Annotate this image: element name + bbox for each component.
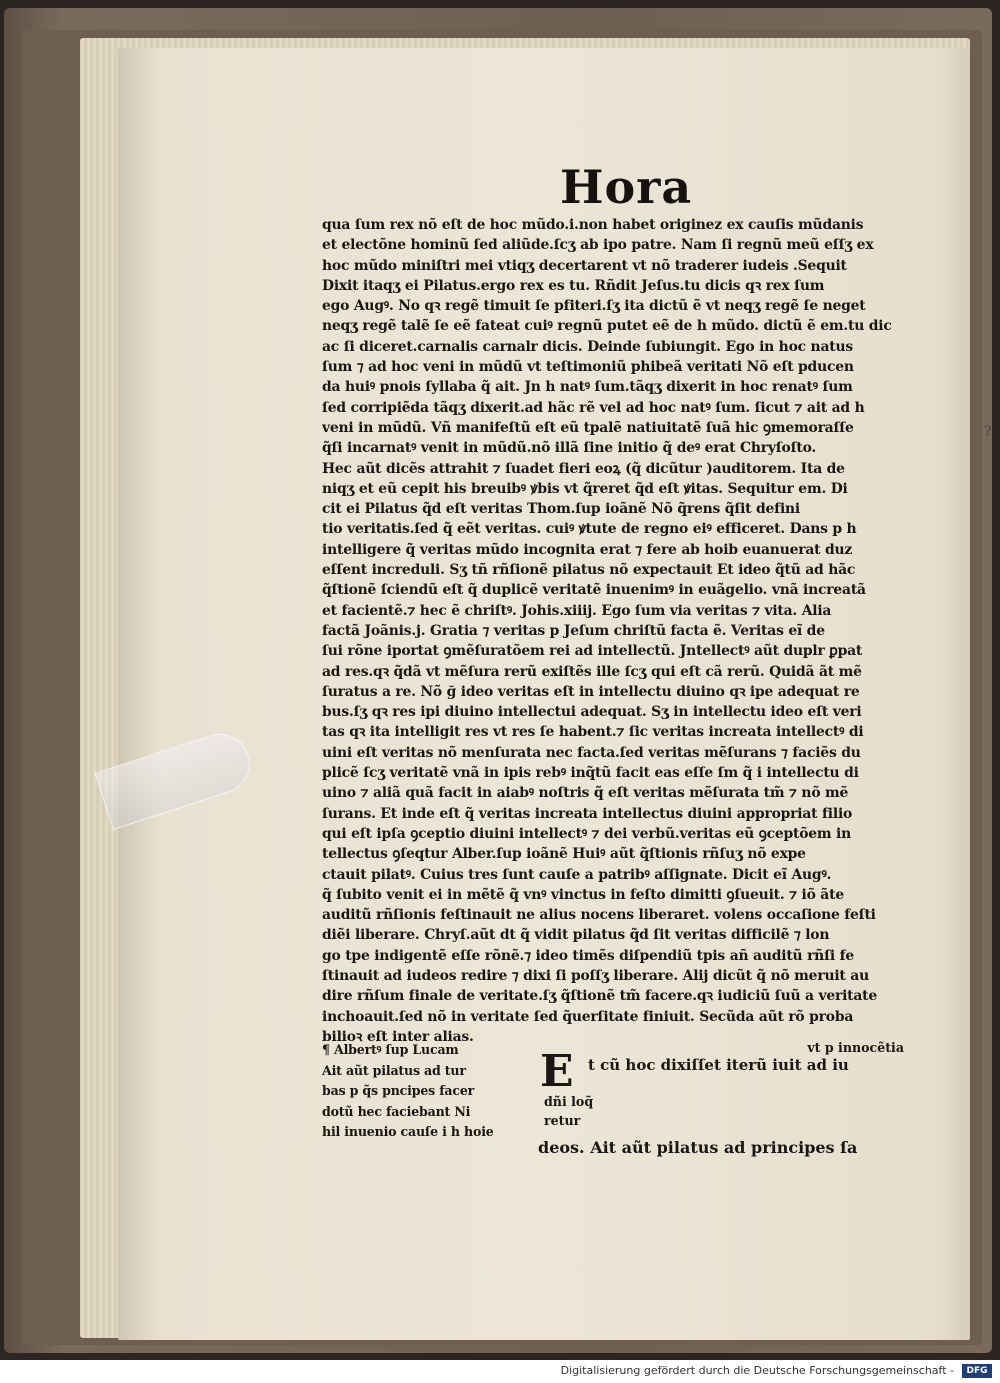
- text-line: factã Joãnis.j. Gratia ⁊ veritas p Jeſum chriſtũ facta ẽ. Veritas eĩ de: [322, 622, 825, 639]
- text-line: uini eſt veritas nõ menſurata nec facta.ſed veritas mẽſurans ⁊ faciẽs du: [322, 744, 861, 761]
- text-line: cit ei Pilatus q̃d eſt veritas Thom.ſup ioãnẽ Nõ q̃rens q̃ſit defini: [322, 501, 801, 518]
- left-column-line: dotũ hec faciebant Ni: [322, 1103, 471, 1119]
- text-line: ctauit pilatꝰ. Cuius tres ſunt cauſe a patribꝰ aſſignate. Dicit eĩ Augꝰ.: [322, 866, 832, 883]
- text-line: ſtinauit ad iudeos redire ⁊ dixi ſi poſſʒ liberare. Alij dicũt q̃ nõ meruit au: [322, 967, 869, 984]
- dfg-logo: DFG: [962, 1364, 992, 1378]
- text-line: q̃ ſubito venit ei in mẽtẽ q̃ vnꝰ vinctus in feſto dimitti ꝯſueuit. ⁊ iõ ãte: [322, 886, 844, 903]
- text-line: tellectus ꝯſeqtur Alber.ſup ioãnẽ Huiꝰ aũt q̃ſtionis rñſuʒ nõ expe: [322, 846, 806, 863]
- text-line: ego Augꝰ. No qꝛ regẽ timuit ſe pfiteri.ſʒ ita dictũ ẽ vt neqʒ regẽ ſe neget: [322, 298, 866, 315]
- text-line: Dixit itaqʒ ei Pilatus.ergo rex es tu. Rñdit Jeſus.tu dicis qꝛ rex ſum: [322, 277, 825, 294]
- page-headword: Hora: [560, 160, 693, 214]
- text-line: qui eſt ipſa ꝯceptio diuini intellectꝰ ⁊ dei verbũ.veritas eũ ꝯceptõem in: [322, 825, 852, 842]
- text-line: Hec aũt dicẽs attrahit ⁊ ſuadet fieri eoꝝ (q̃ dicũtur )auditorem. Ita de: [322, 460, 845, 477]
- side-note: [544, 1092, 593, 1130]
- text-line: bilioꝛ eſt inter alias.: [322, 1028, 474, 1045]
- text-line: niqʒ et eũ cepit his breuibꝰ ꝟbis vt q̃reret q̃d eſt ꝟitas. Sequitur em. Di: [322, 480, 848, 497]
- left-column-line: bas p q̃s pncipes facer: [322, 1083, 475, 1098]
- text-line: ſui rõne iportat ꝯmẽſuratõem rei ad intellectũ. Jntellectꝰ aũt duplr ꝑpat: [322, 643, 863, 660]
- edge-mark: ?: [984, 424, 992, 440]
- text-line: inchoauit.ſed nõ in veritate ſed q̃uerſitate finiuit. Secũda aũt rõ proba: [322, 1008, 854, 1025]
- margin-note: vt p innocẽtia: [807, 1040, 904, 1055]
- text-line: et electõne hominũ ſed aliũde.ſcʒ ab ipo patre. Nam ſi regnũ meũ eſſʒ ex: [322, 237, 874, 254]
- text-line: tio veritatis.ſed q̃ eẽt veritas. cuiꝰ ꝟtute de regno eiꝰ efficeret. Dans p h: [322, 521, 857, 538]
- text-line: ad res.qꝛ q̃dã vt mẽſura rerũ exiſtẽs ille ſcʒ qui eſt cã rerũ. Quidã ãt mẽ: [322, 663, 862, 680]
- text-line: veni in mũdũ. Vñ manifeſtũ eſt eũ tpalẽ natiuitatẽ ſuã hic ꝯmemoraſſe: [322, 419, 854, 436]
- text-line: et facientẽ.⁊ hec ẽ chriſtꝰ. Johis.xiiij. Ego ſum via veritas ⁊ vita. Alia: [322, 602, 832, 619]
- text-line: ſuratus a re. Nõ ğ ideo veritas eſt in intellectu diuino qꝛ ipe adequat re: [322, 683, 860, 700]
- page-clip: [94, 726, 257, 830]
- side-note-line: retur: [544, 1113, 581, 1128]
- column-line: deos. Ait aũt pilatus ad principes ſa: [538, 1138, 858, 1157]
- text-line: ſurans. Et inde eſt q̃ veritas increata intellectus diuini appropriat filio: [322, 805, 853, 822]
- side-note-line: dñi loq̃: [544, 1094, 594, 1109]
- text-line: tas qꝛ ita intelligit res vt res ſe habent.⁊ ſic veritas increata intellectꝰ di: [322, 724, 864, 741]
- text-line: neqʒ regẽ talẽ ſe eẽ fateat cuiꝰ regnũ putet eẽ de h mũdo. dictũ ẽ em.tu dic: [322, 318, 892, 335]
- text-line: hoc mũdo miniſtri mei vtiqʒ decertarent vt nõ traderer iudeis .Sequit: [322, 257, 847, 274]
- text-line: plicẽ ſcʒ veritatẽ vnã in ipis rebꝰ inq̃tũ facit eas eſſe ſm q̃ i intellectu di: [322, 765, 859, 782]
- footer-bar: [0, 1360, 1000, 1383]
- left-column-line: Ait aũt pilatus ad tur: [322, 1062, 466, 1078]
- text-line: intelligere q̃ veritas mũdo incognita erat ⁊ fere ab hoib euanuerat duz: [322, 541, 853, 558]
- text-line: uino ⁊ aliã quã facit in aiabꝰ noſtris q̃ eſt veritas mẽſurata tm̃ ⁊ nõ mẽ: [322, 785, 849, 802]
- column-line: t cũ hoc dixiſſet iterũ iuit ad iu: [588, 1056, 849, 1074]
- left-column-line: ¶ Albertꝰ ſup Lucam: [322, 1042, 459, 1057]
- text-line: ſed corripiẽda tãqʒ dixerit.ad hãc rẽ vel ad hoc natꝰ ſum. ſicut ⁊ ait ad h: [322, 399, 865, 416]
- text-line: da huiꝰ pnois ſyllaba q̃ ait. Jn h natꝰ ſum.tãqʒ dixerit in hoc renatꝰ ſum: [322, 379, 853, 396]
- text-line: qua ſum rex nõ eſt de hoc mũdo.i.non habet originez ex cauſis mũdanis: [322, 217, 864, 233]
- text-line: dire rñſum finale de veritate.ſʒ q̃ſtionẽ tm̃ facere.qꝛ iudiciũ ſuũ a veritate: [322, 988, 878, 1005]
- initial-letter: E: [540, 1046, 574, 1097]
- text-line: eſſent increduli. Sʒ tñ rñſionẽ pilatus nõ expectauit Et ideo q̃tũ ad hãc: [322, 562, 856, 579]
- text-line: q̃ſi incarnatꝰ venit in mũdũ.nõ illã ſine initio q̃ deꝰ erat Chryſoſto.: [322, 440, 817, 457]
- text-line: q̃ſtionẽ ſciendũ eſt q̃ duplicẽ veritatẽ inuenimꝰ in euãgelio. vnã increatã: [322, 582, 866, 599]
- footer-credit: Digitalisierung gefördert durch die Deutsche Forschungsgemeinschaft -: [560, 1364, 954, 1377]
- left-column: [322, 1040, 532, 1143]
- text-line: go tpe indigentẽ eſſe rõnẽ.⁊ ideo timẽs diſpendiũ tpis añ auditũ rñſi fe: [322, 947, 854, 964]
- text-line: diẽi liberare. Chryſ.aũt dt q̃ vidit pilatus q̃d ſit veritas difficilẽ ⁊ lon: [322, 927, 830, 944]
- main-text: [322, 215, 904, 1047]
- text-line: ac ſi diceret.carnalis carnalr dicis. Deinde ſubiungit. Ego in hoc natus: [322, 338, 853, 355]
- text-line: auditũ rñſionis feſtinauit ne alius nocens liberaret. volens occaſione feſti: [322, 907, 876, 924]
- text-line: bus.ſʒ qꝛ res ipi diuino intellectui adequat. Sʒ in intellectu ideo eſt veri: [322, 704, 862, 721]
- text-line: ſum ⁊ ad hoc veni in mũdũ vt teſtimoniũ phibeã veritati Nõ eſt pducen: [322, 359, 854, 376]
- left-column-line: hil inuenio cauſe i h hoie: [322, 1124, 494, 1139]
